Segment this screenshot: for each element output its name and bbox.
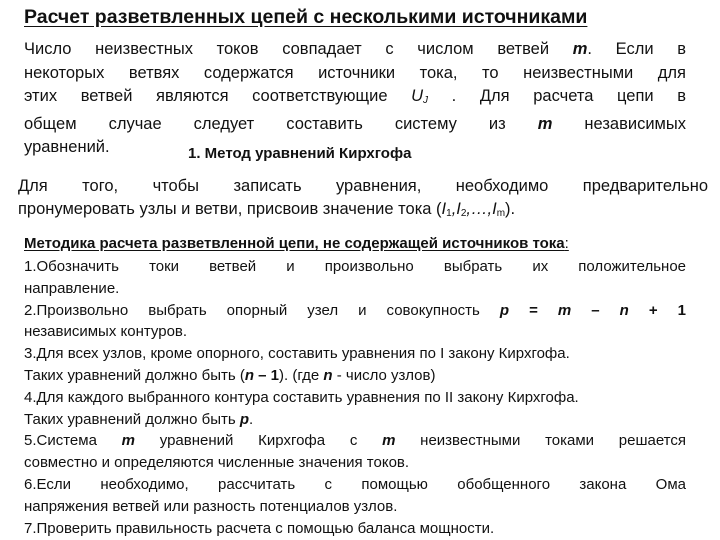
procedure-title: Методика расчета разветвленной цепи, не содержащей источников тока: [24, 235, 569, 252]
intro-line: уравнений. [24, 138, 110, 156]
step-3-cont: Таких уравнений должно быть (n – 1). (где n - число узлов) [24, 366, 436, 384]
procedure-steps [24, 256, 686, 539]
intro-line: этих ветвей являются соответствующие $U_J$ . Для расчета цепи в [24, 87, 687, 106]
step-5: 5.Система m уравнений Кирхгофа с m неизвестными токами решается [24, 432, 687, 450]
step-2-cont: независимых контуров. [24, 323, 188, 341]
step-4-cont: Таких уравнений должно быть p. [24, 410, 254, 428]
method-subheading: 1. Метод уравнений Кирхгофа [188, 145, 412, 162]
step-6: 6.Если необходимо, рассчитать с помощью обобщенного закона Ома [24, 475, 686, 493]
step-1-cont: направление. [24, 279, 120, 297]
intro-line: некоторых ветвях содержатся источники тока, то неизвестными для [24, 63, 686, 82]
step-4: 4.Для каждого выбранного контура составить уравнения по II закону Кирхгофа. [24, 388, 579, 406]
intro-paragraph [24, 38, 686, 160]
step-6-cont: напряжения ветвей или разность потенциалов узлов. [24, 497, 398, 515]
step-3: 3.Для всех узлов, кроме опорного, составить уравнения по I закону Кирхгофа. [24, 345, 570, 363]
slide-title: Расчет разветвленных цепей с несколькими источниками [24, 6, 588, 28]
step-7: 7.Проверить правильность расчета с помощью баланса мощности. [24, 519, 495, 537]
step-2: 2.Произвольно выбрать опорный узел и совокупность p = m – n + 1 [24, 301, 686, 319]
step-1: 1.Обозначить токи ветвей и произвольно выбрать их положительное [24, 258, 686, 275]
intro-line: Число неизвестных токов совпадает с числом ветвей m. Если в [24, 40, 686, 58]
numbering-paragraph: Для того, чтобы записать уравнения, необходимо предварительно пронумеровать узлы и ветви, присвоив значение тока $(I_1,I_2,\dots,I_m)$. [18, 177, 708, 219]
intro-line: общем случае следует составить систему из m независимых [24, 114, 687, 133]
step-5-cont: совместно и определяются численные значения токов. [24, 454, 410, 472]
